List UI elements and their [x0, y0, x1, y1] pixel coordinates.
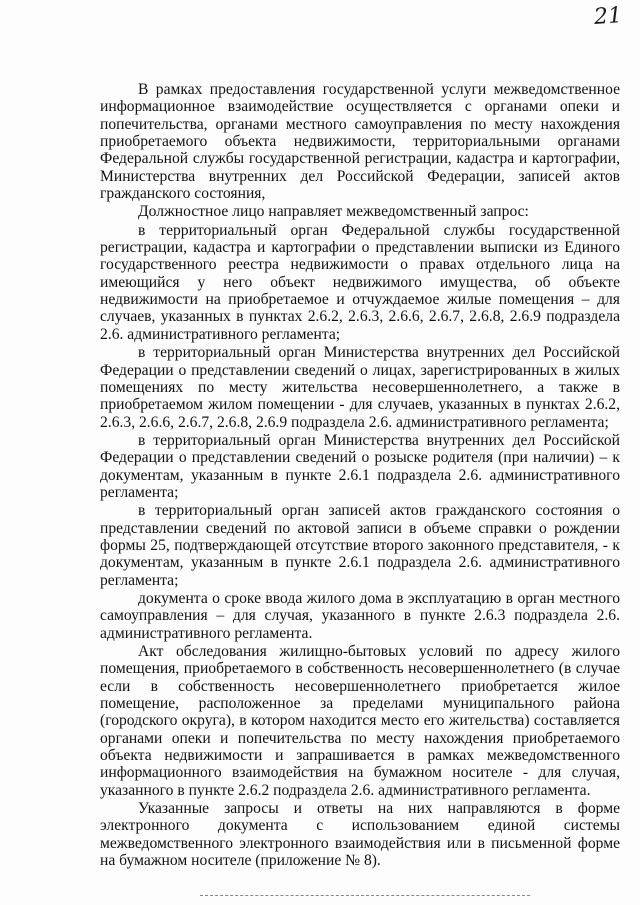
paragraph-responses: Указанные запросы и ответы на них направляются в форме электронного документа с использованием единой системы межведомственного электронного взаимодействия или в письменной форме на бумажном носителе (приложение № 8).	[100, 800, 620, 870]
paragraph-inspection-act: Акт обследования жилищно-бытовых условий по адресу жилого помещения, приобретаемого в собственность несовершеннолетнего (в случае если в собственность несовершеннолетнего приобретается жилое помещение, расположенное за пределами муниципального района (городского округа), в котором находится место его жительства) составляется органами опеки и попечительства по месту нахождения приобретаемого объекта недвижимости и запрашивается в рамках межведомственного информационного взаимодействия на бумажном носителе - для случая, указанного в пункте 2.6.2 подраздела 2.6. административного регламента.	[100, 643, 620, 799]
footer-divider	[200, 895, 530, 898]
paragraph-zags: в территориальный орган записей актов гражданского состояния о представлении сведений по актовой записи в объеме справки о рождении формы 25, подтверждающей отсутствие второго законного представителя, - к документам, указанным в пункте 2.6.1 подраздела 2.6. административного регламента;	[100, 502, 620, 589]
paragraph-mvd-residents: в территориальный орган Министерства внутренних дел Российской Федерации о представлении сведений о лицах, зарегистрированных в жилых помещениях по месту жительства несовершеннолетнего, а также в приобретаемом жилом помещении - для случаев, указанных в пунктах 2.6.2, 2.6.3, 2.6.6, 2.6.7, 2.6.8, 2.6.9 подраздела 2.6. административного регламента;	[100, 344, 620, 431]
paragraph-mvd-search: в территориальный орган Министерства внутренних дел Российской Федерации о представлении сведений о розыске родителя (при наличии) – к документам, указанным в пункте 2.6.1 подраздела 2.6. административного регламента;	[100, 431, 620, 501]
paragraph-rosreestr: в территориальный орган Федеральной службы государственной регистрации, кадастра и картографии о представлении выписки из Единого государственного реестра недвижимости о правах отдельного лица на имеющийся у него объект недвижимого имущества, об объекте недвижимости на приобретаемое и отчуждаемое жилые помещения – для случаев, указанных в пунктах 2.6.2, 2.6.3, 2.6.6, 2.6.7, 2.6.8, 2.6.9 подраздела 2.6. административного регламента;	[100, 221, 620, 343]
paragraph-request-intro: Должностное лицо направляет межведомственный запрос:	[138, 203, 529, 221]
document-body	[100, 81, 620, 870]
paragraph-building-commission: документа о сроке ввода жилого дома в эксплуатацию в орган местного самоуправления – для случая, указанного в пункте 2.6.3 подраздела 2.6. административного регламента.	[100, 589, 620, 642]
paragraph-interaction: В рамках предоставления государственной услуги межведомственное информационное взаимодействие осуществляется с органами опеки и попечительства, органами местного самоуправления по месту нахождения приобретаемого объекта недвижимости, территориальными органами Федеральной службы государственной регистрации, кадастра и картографии, Министерства внутренних дел Российской Федерации, записей актов гражданского состояния,	[100, 81, 620, 203]
page-number: 21	[593, 3, 623, 30]
